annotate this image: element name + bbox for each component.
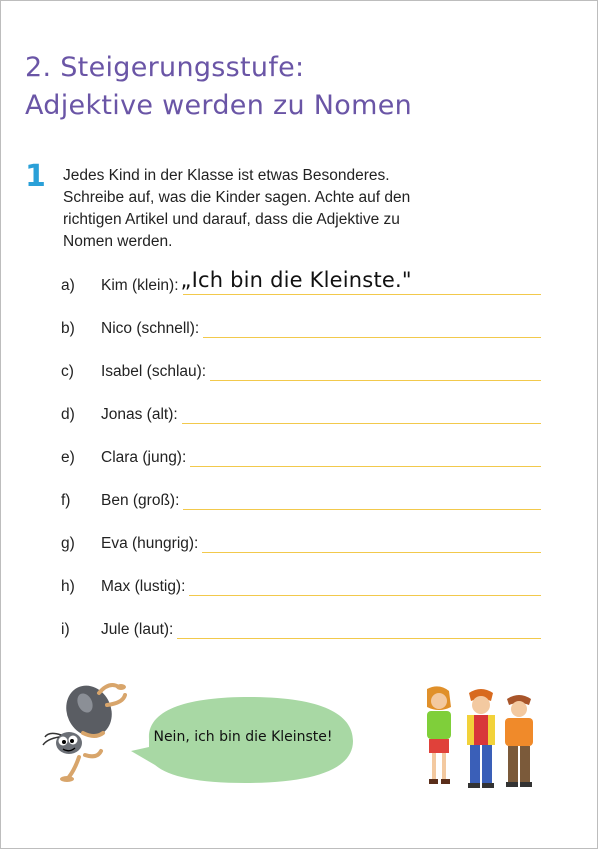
task-number: 1 bbox=[25, 159, 46, 194]
exercise-row-e bbox=[61, 443, 541, 471]
handwritten-answer: „Ich bin die Kleinste." bbox=[180, 268, 412, 292]
row-letter: i) bbox=[61, 621, 70, 638]
title-line-2: Adjektive werden zu Nomen bbox=[25, 90, 413, 121]
row-prompt: Jule (laut): bbox=[101, 621, 174, 638]
row-prompt: Eva (hungrig): bbox=[101, 535, 199, 552]
row-prompt: Isabel (schlau): bbox=[101, 363, 207, 380]
row-letter: b) bbox=[61, 320, 75, 337]
exercise-row-i bbox=[61, 615, 541, 643]
row-prompt: Kim (klein): bbox=[101, 277, 179, 294]
beetle-illustration-icon bbox=[39, 673, 135, 789]
row-letter: g) bbox=[61, 535, 75, 552]
answer-line[interactable] bbox=[177, 612, 541, 639]
answer-line[interactable] bbox=[210, 354, 541, 381]
row-prompt: Jonas (alt): bbox=[101, 406, 178, 423]
row-letter: f) bbox=[61, 492, 71, 509]
answer-line[interactable] bbox=[183, 483, 541, 510]
speech-bubble-text: Nein, ich bin die Kleinste! bbox=[153, 729, 333, 745]
row-prompt: Max (lustig): bbox=[101, 578, 186, 595]
row-letter: c) bbox=[61, 363, 74, 380]
exercise-row-c bbox=[61, 357, 541, 385]
row-letter: a) bbox=[61, 277, 75, 294]
page-title bbox=[25, 49, 412, 125]
row-prompt: Clara (jung): bbox=[101, 449, 187, 466]
row-letter: h) bbox=[61, 578, 75, 595]
answer-line[interactable] bbox=[202, 526, 541, 553]
exercise-row-d bbox=[61, 400, 541, 428]
instruction-line: Schreibe auf, was die Kinder sagen. Achte auf den bbox=[63, 189, 411, 206]
answer-line[interactable] bbox=[182, 397, 541, 424]
children-illustration-icon bbox=[417, 685, 541, 793]
answer-line[interactable] bbox=[180, 268, 541, 295]
title-line-1: 2. Steigerungsstufe: bbox=[25, 52, 305, 83]
instruction-line: richtigen Artikel und darauf, dass die Adjektive zu bbox=[63, 211, 400, 228]
exercise-row-h bbox=[61, 572, 541, 600]
row-prompt: Nico (schnell): bbox=[101, 320, 200, 337]
instruction-line: Jedes Kind in der Klasse ist etwas Besonderes. bbox=[63, 167, 390, 184]
row-prompt: Ben (groß): bbox=[101, 492, 180, 509]
instruction-line: Nomen werden. bbox=[63, 233, 173, 250]
answer-line[interactable] bbox=[189, 569, 541, 596]
exercise-row-a bbox=[61, 268, 541, 299]
answer-line[interactable] bbox=[190, 440, 541, 467]
exercise-row-f bbox=[61, 486, 541, 514]
row-letter: d) bbox=[61, 406, 75, 423]
exercise-row-b bbox=[61, 314, 541, 342]
answer-line[interactable] bbox=[203, 311, 541, 338]
task-instructions bbox=[63, 165, 463, 253]
row-letter: e) bbox=[61, 449, 75, 466]
exercise-row-g bbox=[61, 529, 541, 557]
